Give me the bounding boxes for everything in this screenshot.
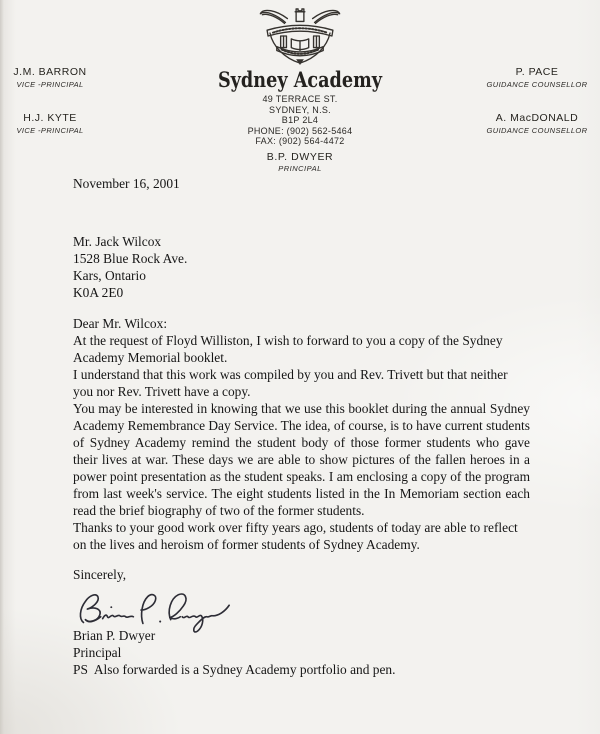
signature-name: Brian P. Dwyer [73,628,156,643]
address-line: FAX: (902) 564-4472 [255,136,345,146]
staff-name: A. MacDONALD [495,112,579,124]
address-line: 49 TERRACE ST. [262,94,338,104]
paragraph: At the request of Floyd Williston, I wish to forward to you a copy of the Sydney Academy Memorial booklet. [73,333,503,365]
staff-title: GUIDANCE COUNSELLOR [486,126,588,135]
recipient-line: Mr. Jack Wilcox [73,234,162,249]
recipient-line: K0A 2E0 [73,285,124,300]
postscript: PS Also forwarded is a Sydney Academy portfolio and pen. [73,662,396,677]
staff-title: VICE -PRINCIPAL [16,126,84,135]
address-line: SYDNEY, N.S. [269,104,331,115]
salutation: Dear Mr. Wilcox: [73,316,168,331]
staff-name: P. PACE [515,66,559,78]
school-name: Sydney Academy [217,67,383,92]
address-line: PHONE: (902) 562-5464 [247,125,353,136]
letter-date: November 16, 2001 [73,176,180,191]
paragraph: You may be interested in knowing that we use this booklet during the annual Sydney Academy Remembrance Day Service. The idea, of course, is to have current students of Sydney Academy remind the student body of those former students who gave their lives at war. These days we are able to show pictures of the fallen heroes in a power point presentation as the student speaks. I am enclosing a copy of the program from last week's service. The eight students listed in the In Memoriam section each read the brief biography of two of the former students. [73,401,530,518]
principal-title: PRINCIPAL [278,163,322,173]
staff-column-right [477,0,597,135]
staff-entry [477,112,597,135]
recipient-address [73,233,530,301]
staff-entry [477,66,597,89]
paragraph: I understand that this work was compiled by you and Rev. Trivett but that neither you nor Rev. Trivett have a copy. [73,367,508,399]
staff-name: H.J. KYTE [23,112,77,124]
recipient-line: 1528 Blue Rock Ave. [73,251,188,266]
principal-name: B.P. DWYER [266,150,334,163]
address-line: B1P 2L4 [281,115,319,125]
paragraph: Thanks to your good work over fifty years ago, students of today are able to reflect on the lives and heroism of former students of Sydney Academy. [73,520,518,552]
signature-title: Principal [73,645,122,660]
staff-name: J.M. BARRON [13,66,87,78]
staff-title: VICE -PRINCIPAL [16,80,84,89]
letterhead [0,0,600,173]
staff-title: GUIDANCE COUNSELLOR [486,80,588,89]
closing: Sincerely, [73,567,127,582]
recipient-line: Kars, Ontario [73,268,146,283]
school-crest-icon [251,6,349,66]
letter-body [0,175,600,678]
